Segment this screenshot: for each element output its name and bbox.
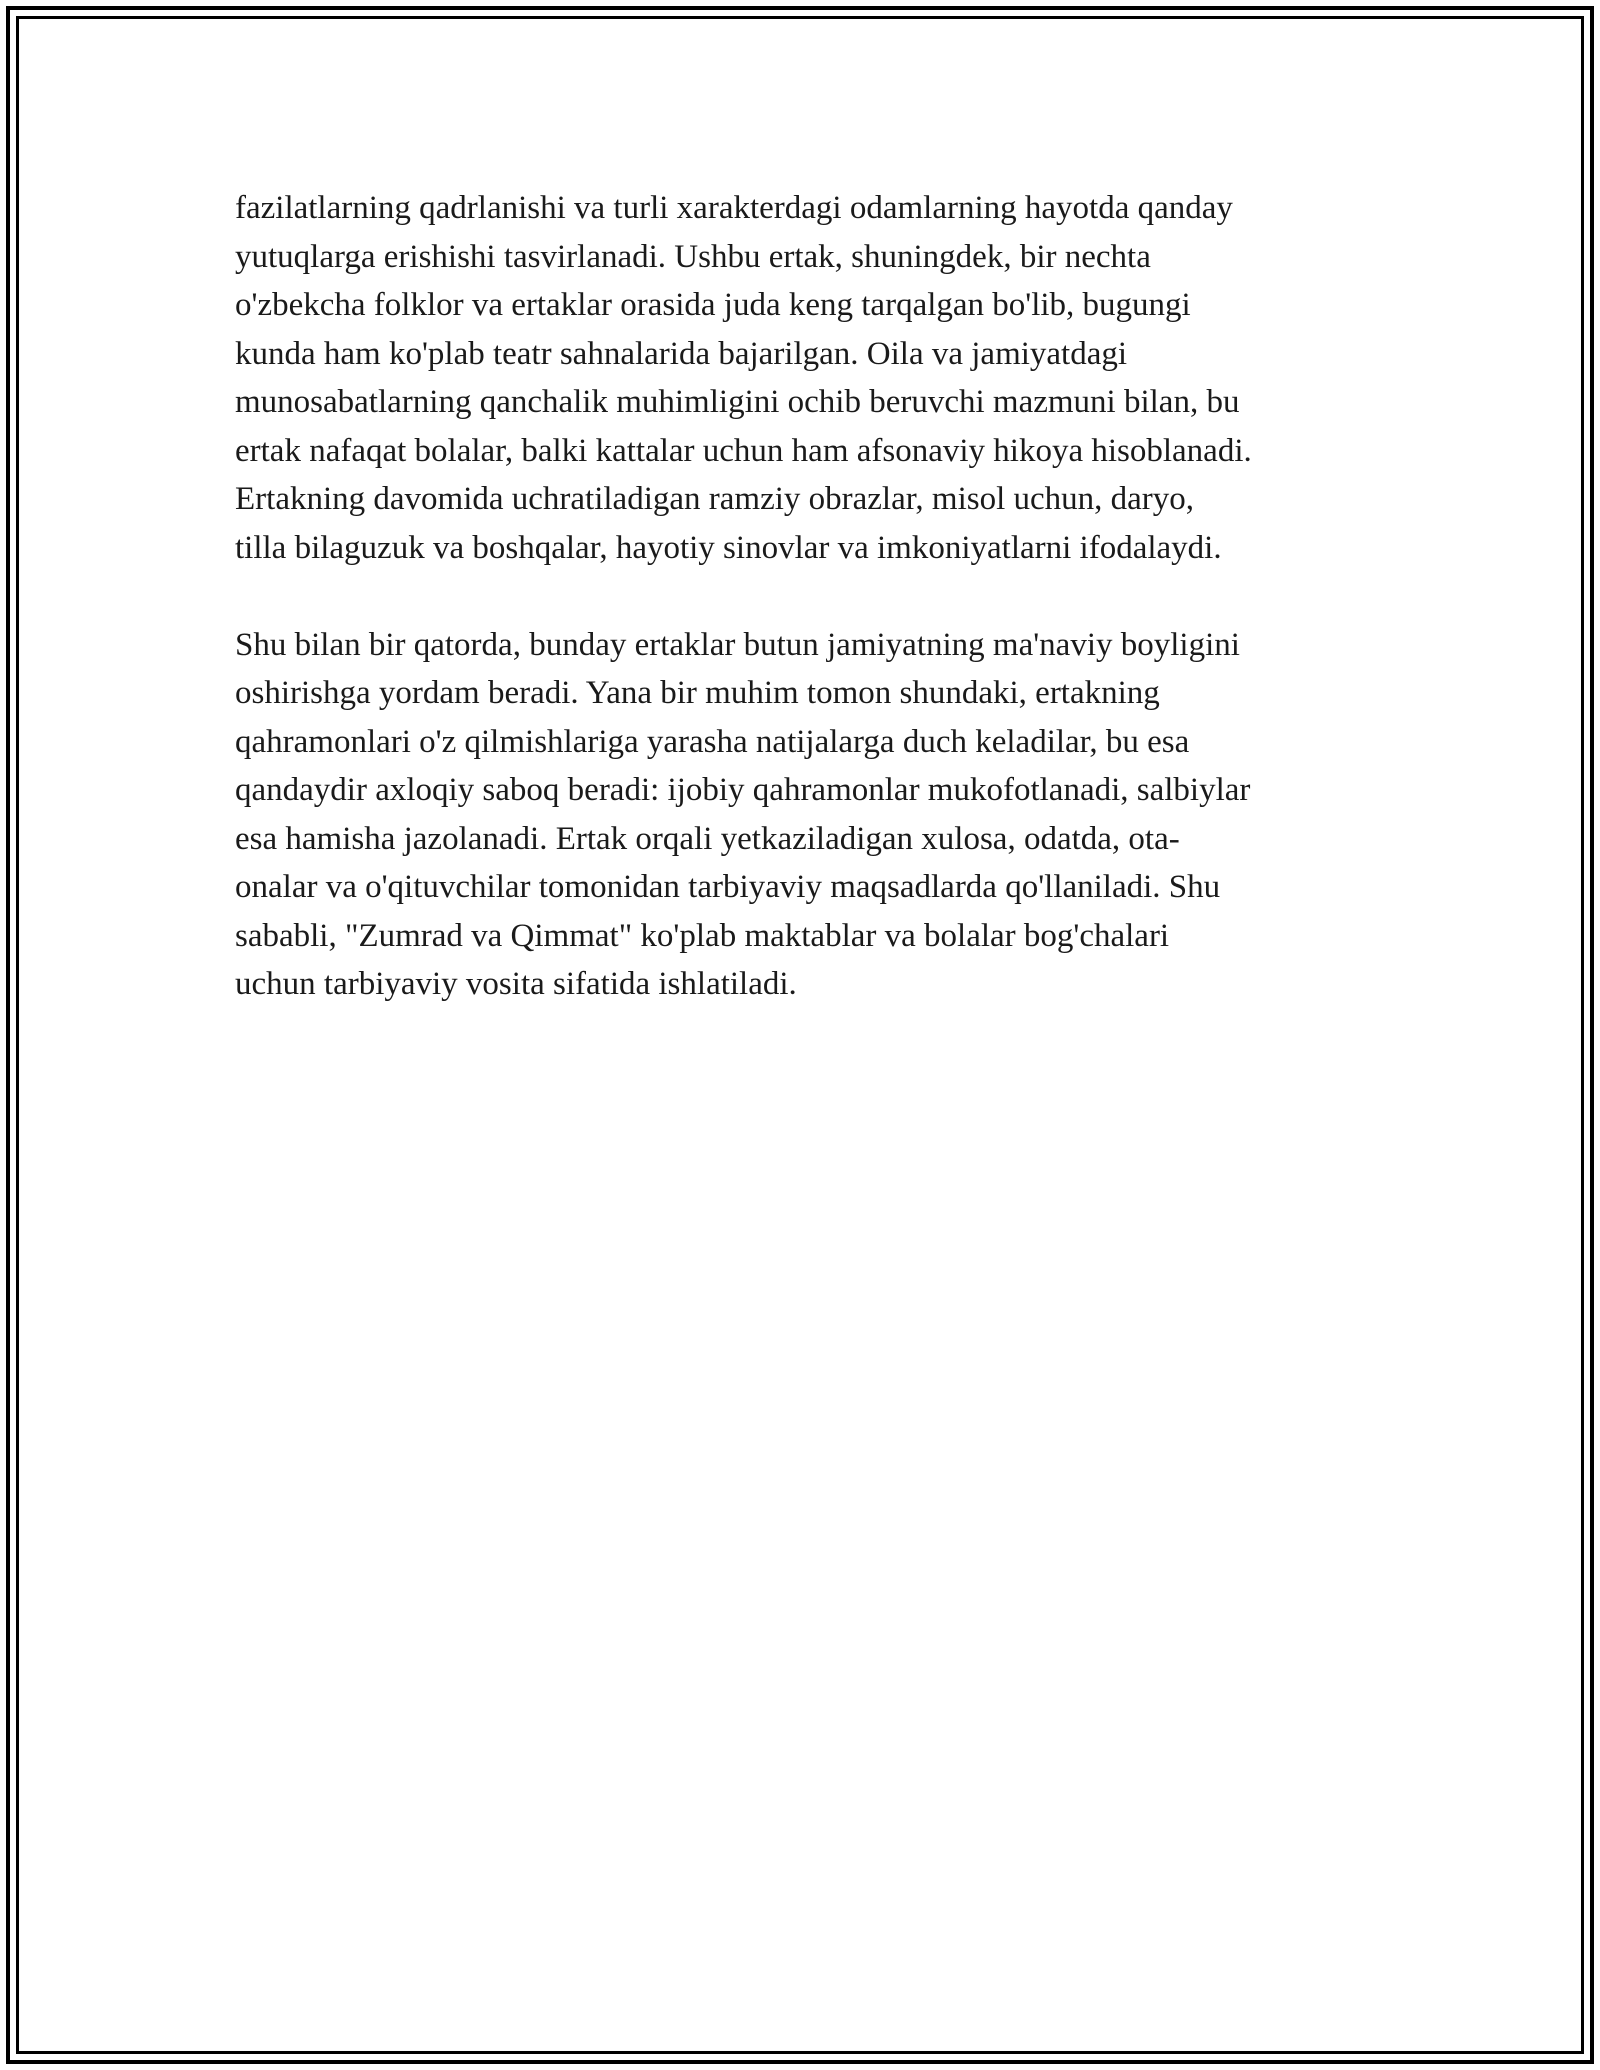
text-line: oshirishga yordam beradi. Yana bir muhim tomon shundaki, ertakning [235,675,1160,711]
text-line: fazilatlarning qadrlanishi va turli xarakterdagi odamlarning hayotda qanday [235,190,1233,226]
text-line: munosabatlarning qanchalik muhimligini ochib beruvchi mazmuni bilan, bu [235,384,1240,420]
text-line: sababli, "Zumrad va Qimmat" ko'plab maktablar va bolalar bog'chalari [235,917,1170,954]
text-line: ertak nafaqat bolalar, balki kattalar uchun ham afsonaviy hikoya hisoblanadi. [235,432,1252,469]
paragraph-1 [235,184,1385,572]
text-line: uchun tarbiyaviy vosita sifatida ishlatiladi. [235,966,797,1002]
text-line: kunda ham ko'plab teatr sahnalarida bajarilgan. Oila va jamiyatdagi [235,335,1128,372]
text-line: Ertakning davomida uchratiladigan ramziy obrazlar, misol uchun, daryo, [235,481,1195,517]
text-line: qahramonlari o'z qilmishlariga yarasha natijalarga duch keladilar, bu esa [235,723,1190,760]
document-body [235,184,1385,1057]
text-line: Shu bilan bir qatorda, bunday ertaklar butun jamiyatning ma'naviy boyligini [235,626,1240,663]
text-line: esa hamisha jazolanadi. Ertak orqali yetkaziladigan xulosa, odatda, ota- [235,820,1180,857]
text-line: onalar va o'qituvchilar tomonidan tarbiyaviy maqsadlarda qo'llaniladi. Shu [235,869,1221,905]
text-line: yutuqlarga erishishi tasvirlanadi. Ushbu ertak, shuningdek, bir nechta [235,238,1151,275]
paragraph-2 [235,621,1385,1009]
text-line: qandaydir axloqiy saboq beradi: ijobiy qahramonlar mukofotlanadi, salbiylar [235,772,1251,808]
text-line: o'zbekcha folklor va ertaklar orasida juda keng tarqalgan bo'lib, bugungi [235,287,1191,323]
text-line: tilla bilaguzuk va boshqalar, hayotiy sinovlar va imkoniyatlarni ifodalaydi. [235,529,1222,566]
